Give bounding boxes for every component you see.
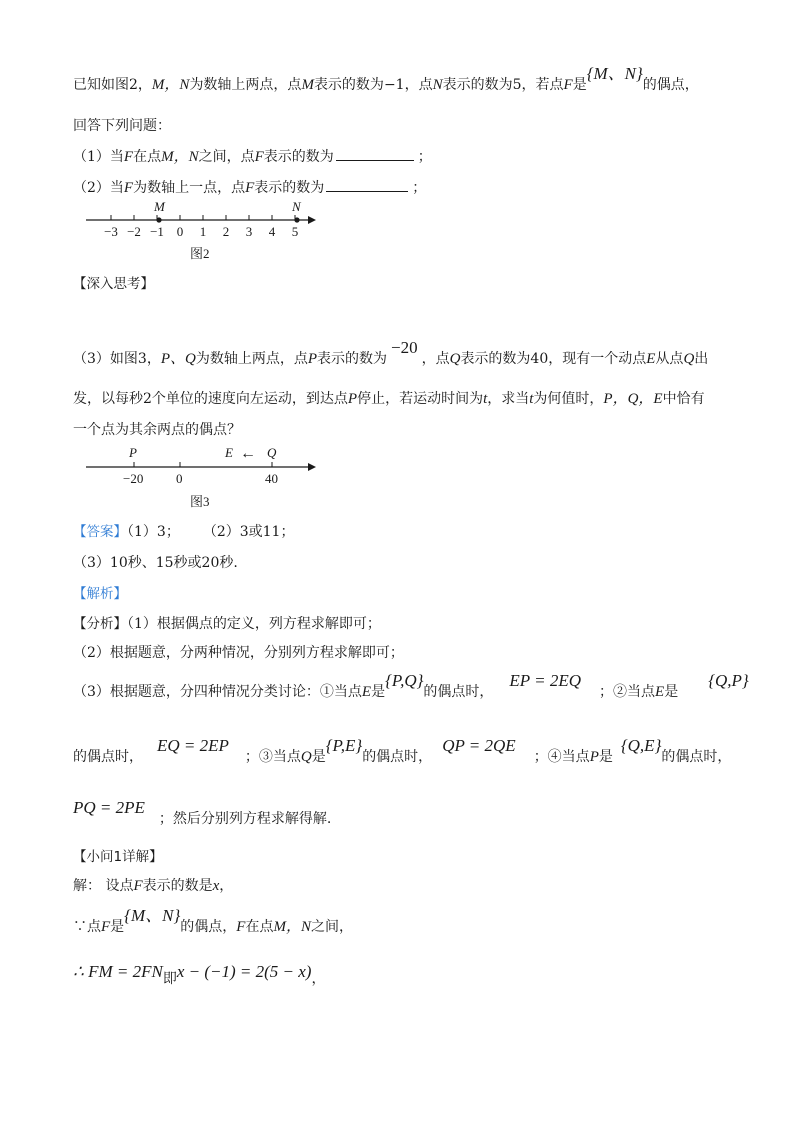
text: 为数轴上两点，点 — [189, 77, 302, 93]
math: N — [432, 77, 443, 93]
point-m — [156, 217, 161, 222]
label-m: M — [154, 199, 165, 214]
math: E — [646, 351, 656, 367]
text: 表示的数为 — [263, 149, 334, 165]
text: 是 — [664, 684, 679, 700]
text: 的偶点时， — [73, 749, 143, 765]
math-value: −20 — [391, 338, 418, 357]
axis-arrow — [308, 463, 316, 471]
tick-label: 40 — [265, 471, 278, 486]
answer-blank[interactable] — [336, 146, 414, 161]
math: Q — [300, 749, 312, 765]
set: {Q,P} — [708, 671, 749, 690]
tick-label: 0 — [176, 224, 184, 239]
math: P — [307, 351, 317, 367]
text: （1）当 — [73, 149, 124, 165]
text: ∵点 — [73, 919, 101, 935]
tick-label: −1 — [150, 224, 164, 239]
set: {P,Q} — [385, 671, 424, 690]
math: P — [589, 749, 599, 765]
text: 发，以每秒2个单位的速度向左运动，到达点 — [73, 391, 348, 407]
text: 在点 — [245, 919, 274, 935]
figure-caption: 图3 — [190, 494, 210, 509]
detail-line-3 — [73, 962, 326, 987]
analysis-line-1 — [73, 614, 381, 634]
question-3-line2 — [73, 389, 705, 409]
answer-line — [73, 522, 294, 542]
text: ；②当点 — [599, 684, 656, 700]
math: F — [254, 149, 264, 165]
text: ；然后分别列方程求解得解. — [158, 811, 332, 827]
text: ，求当 — [487, 391, 530, 407]
section-heading: 【深入思考】 — [73, 276, 154, 292]
text: ，若点 — [521, 77, 564, 93]
tick-label: −2 — [127, 224, 141, 239]
text: 表示的数为40，现有一个动点 — [460, 351, 647, 367]
text: （1）根据偶点的定义，列方程求解即可； — [127, 616, 381, 632]
math: M，N — [161, 149, 199, 165]
text: 出 — [694, 351, 709, 367]
tick-label: 2 — [222, 224, 230, 239]
question-2 — [73, 177, 426, 198]
text: 是 — [572, 77, 587, 93]
point-n — [294, 217, 299, 222]
label-e: E — [225, 445, 233, 460]
text: 为何值时， — [533, 391, 604, 407]
text: ，点 — [404, 77, 433, 93]
label-q: Q — [267, 445, 277, 460]
math: E — [361, 684, 372, 700]
tick-label: 1 — [199, 224, 207, 239]
left-arrow-icon: ← — [240, 445, 256, 462]
text: ， — [219, 878, 234, 894]
equation: ∴ FM = 2FN — [73, 962, 163, 981]
analysis-line-4 — [73, 736, 732, 767]
set-mn: {M、N} — [124, 906, 181, 925]
text: 在点 — [133, 149, 162, 165]
text: 是 — [110, 919, 125, 935]
detail-line-2 — [73, 906, 353, 937]
text: 解： 设点 — [73, 878, 134, 894]
text: ， — [311, 971, 326, 987]
tick-label: 4 — [268, 224, 276, 239]
math: E — [655, 684, 665, 700]
analysis-line-5 — [73, 798, 332, 829]
text: 表示的数是 — [142, 878, 213, 894]
text: ；④当点 — [533, 749, 590, 765]
equation: EP = 2EQ — [509, 671, 582, 690]
figure-2-number-line — [80, 198, 330, 266]
set: {Q,E} — [620, 736, 662, 755]
text: ； — [417, 149, 432, 165]
label-n: N — [292, 199, 301, 214]
set: {P,E} — [325, 736, 363, 755]
text: 的偶点时， — [423, 684, 494, 700]
text: 表示的数为 — [313, 77, 384, 93]
tick-label: 0 — [176, 471, 183, 486]
text: 表示的数为 — [317, 351, 387, 367]
math: Q — [449, 351, 461, 367]
math: t — [483, 391, 488, 407]
math: F — [123, 149, 134, 165]
tick-label: 5 — [291, 224, 299, 239]
text: 为数轴上一点，点 — [133, 180, 246, 196]
math: F — [245, 180, 255, 196]
math: P — [347, 391, 358, 407]
math: 5 — [512, 77, 522, 93]
text: 的偶点， — [642, 77, 699, 93]
text: 表示的数为 — [254, 180, 325, 196]
equation: x − (−1) = 2(5 − x) — [176, 962, 312, 981]
answer-1: （1）3； — [127, 524, 180, 540]
math: P，Q，E — [603, 391, 663, 407]
text: 即 — [162, 971, 177, 987]
text: 从点 — [655, 351, 684, 367]
equation: PQ = 2PE — [73, 798, 145, 817]
text: ，点 — [421, 351, 450, 367]
math: x — [212, 878, 220, 894]
intro-line — [73, 64, 699, 95]
answer-2: （2）3或11； — [209, 524, 295, 540]
text: 的偶点时， — [661, 749, 732, 765]
math: M，N — [273, 919, 311, 935]
figure-caption: 图2 — [190, 246, 210, 261]
text: 停止，若运动时间为 — [357, 391, 484, 407]
analysis-line-3 — [73, 671, 749, 702]
math: −1 — [383, 77, 405, 93]
math: F — [123, 180, 134, 196]
text: 的偶点， — [180, 919, 237, 935]
tick-label: −20 — [123, 471, 144, 486]
analysis-tag: 【解析】 — [73, 586, 127, 602]
text: 之间，点 — [198, 149, 255, 165]
tick-label: −3 — [104, 224, 118, 239]
equation: QP = 2QE — [442, 736, 516, 755]
math: M — [301, 77, 314, 93]
text: （2）当 — [73, 180, 124, 196]
question-3-line3: 一个点为其余两点的偶点？ — [73, 422, 241, 438]
answer-3: （3）10秒、15秒或20秒. — [73, 555, 238, 571]
math: F — [563, 77, 573, 93]
detail-heading: 【小问1详解】 — [73, 849, 163, 865]
question-1 — [73, 146, 432, 167]
text: （3）如图3， — [73, 351, 161, 367]
math: P、Q — [160, 351, 196, 367]
text: 是 — [311, 749, 326, 765]
text: （3）根据题意，分四种情况分类讨论：①当点 — [73, 684, 362, 700]
set-mn: {M、N} — [586, 64, 643, 83]
answer-tag: 【答案】 — [73, 524, 127, 540]
math: M，N — [151, 77, 190, 93]
text: 之间， — [310, 919, 353, 935]
figure-3-number-line — [80, 440, 330, 512]
label-p: P — [129, 445, 137, 460]
analysis-line-2: （2）根据题意，分两种情况，分别列方程求解即可； — [73, 645, 404, 661]
tick-label: 3 — [245, 224, 253, 239]
analysis-subtag: 【分析】 — [73, 616, 127, 632]
text: 是 — [371, 684, 386, 700]
math: t — [529, 391, 534, 407]
math: F — [101, 919, 111, 935]
text: 已知如图2， — [73, 77, 152, 93]
math: F — [236, 919, 246, 935]
math: F — [133, 878, 143, 894]
prompt-line: 回答下列问题： — [73, 118, 171, 134]
text: 是 — [598, 749, 613, 765]
text: 中恰有 — [662, 391, 705, 407]
question-3-line1 — [73, 338, 709, 369]
math: Q — [683, 351, 695, 367]
equation: EQ = 2EP — [157, 736, 229, 755]
text: ；③当点 — [244, 749, 301, 765]
text: 为数轴上两点，点 — [195, 351, 308, 367]
axis-arrow — [308, 216, 316, 224]
text: 表示的数为 — [442, 77, 513, 93]
text: 的偶点时， — [362, 749, 433, 765]
answer-blank[interactable] — [326, 177, 408, 192]
detail-line-1 — [73, 876, 233, 896]
text: ； — [412, 180, 427, 196]
